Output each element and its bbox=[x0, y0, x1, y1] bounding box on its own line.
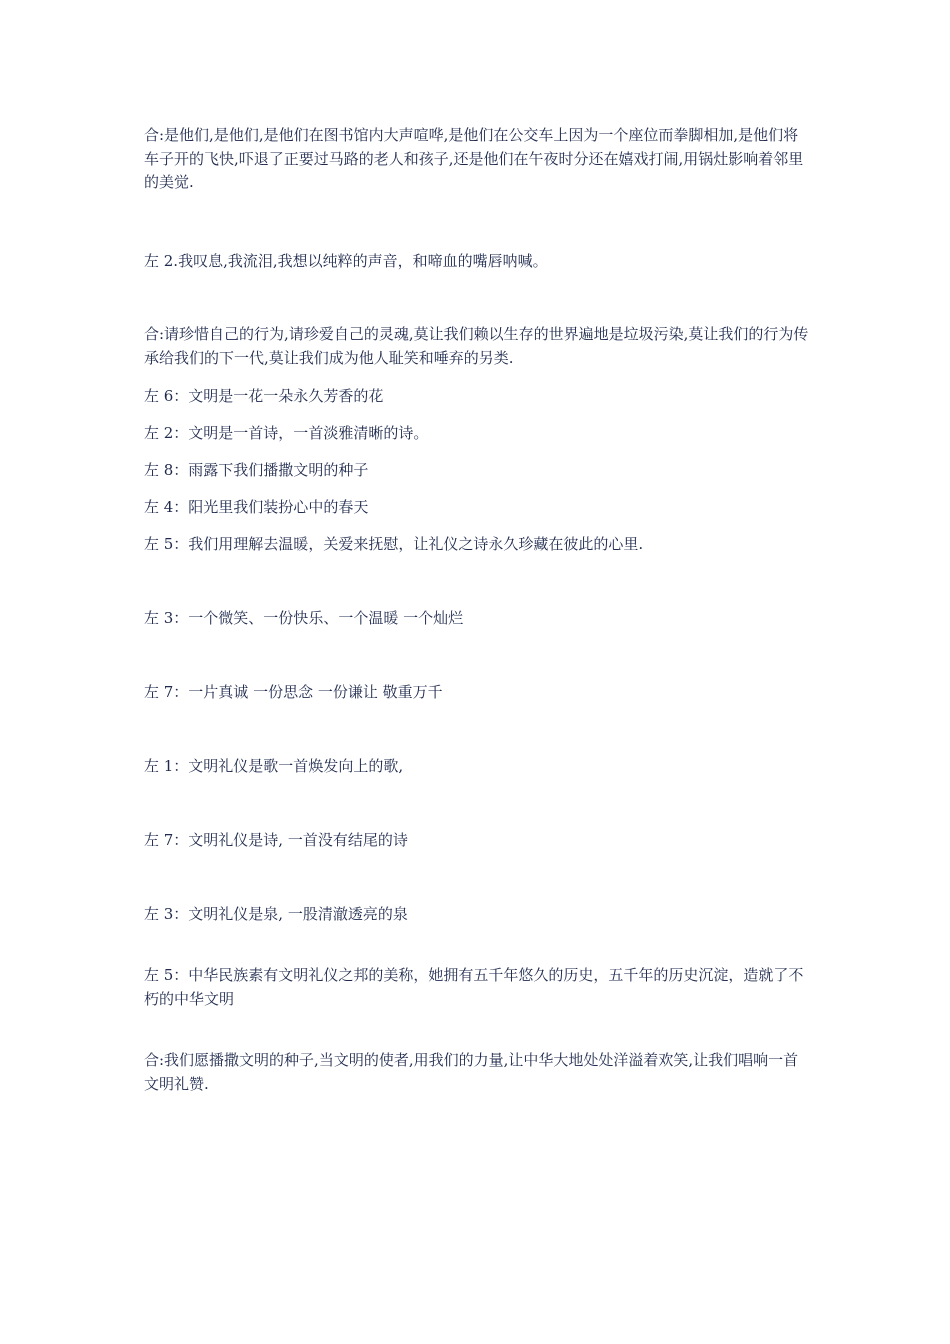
left-3-line: 左 3：一个微笑、一份快乐、一个温暖 一个灿烂 bbox=[144, 609, 464, 627]
left-8-line: 左 8：雨露下我们播撒文明的种子 bbox=[144, 461, 369, 479]
chorus-paragraph-1: 合:是他们,是他们,是他们在图书馆内大声喧哗,是他们在公交车上因为一个座位而拳脚相加,是他们将车子开的飞快,吓退了正要过马路的老人和孩子,还是他们在午夜时分还在嬉戏打闹,用锅灶影响着邻里的美觉. bbox=[144, 126, 804, 191]
left-5-line: 左 5：我们用理解去温暖，关爱来抚慰，让礼仪之诗永久珍藏在彼此的心里. bbox=[144, 535, 644, 553]
left-6-line: 左 6：文明是一花一朵永久芳香的花 bbox=[144, 387, 384, 405]
left-2-lament-line: 左 2.我叹息,我流泪,我想以纯粹的声音，和啼血的嘴唇呐喊。 bbox=[144, 252, 548, 270]
left-5-paragraph: 左 5：中华民族素有文明礼仪之邦的美称，她拥有五千年悠久的历史，五千年的历史沉淀，造就了不朽的中华文明 bbox=[144, 966, 804, 1008]
left-3-spring-line: 左 3：文明礼仪是泉, 一股清澈透亮的泉 bbox=[144, 905, 408, 923]
left-2-line: 左 2：文明是一首诗，一首淡雅清晰的诗。 bbox=[144, 424, 429, 442]
left-7-line: 左 7：一片真诚 一份思念 一份谦让 敬重万千 bbox=[144, 683, 443, 701]
chorus-paragraph-3: 合:我们愿播撒文明的种子,当文明的使者,用我们的力量,让中华大地处处洋溢着欢笑,让我们唱响一首文明礼赞. bbox=[144, 1051, 799, 1093]
chorus-paragraph-2: 合:请珍惜自己的行为,请珍爱自己的灵魂,莫让我们赖以生存的世界遍地是垃圾污染,莫让我们的行为传承给我们的下一代,莫让我们成为他人耻笑和唾弃的另类. bbox=[144, 325, 809, 367]
left-4-line: 左 4：阳光里我们装扮心中的春天 bbox=[144, 498, 369, 516]
left-1-line: 左 1：文明礼仪是歌一首焕发向上的歌, bbox=[144, 757, 404, 775]
left-7-poem-line: 左 7：文明礼仪是诗, 一首没有结尾的诗 bbox=[144, 831, 408, 849]
